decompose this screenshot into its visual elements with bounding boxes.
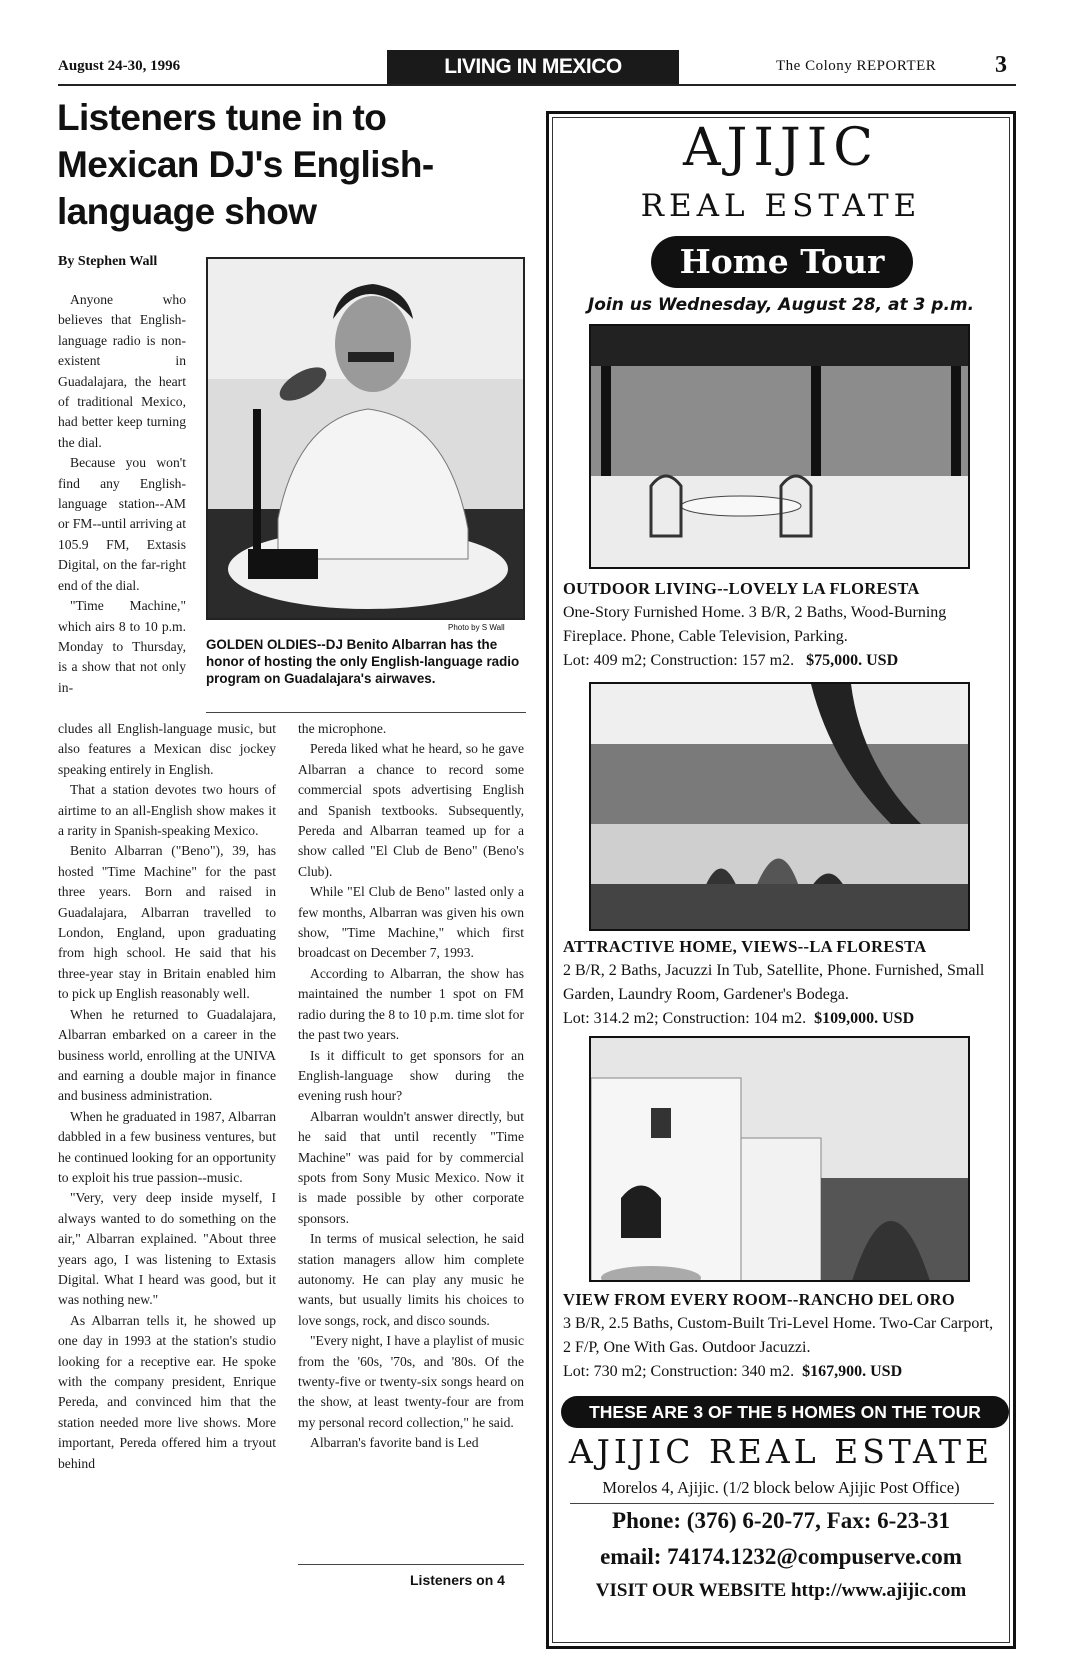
paragraph: When he graduated in 1987, Albarran dabbled in a few business ventures, but he continued looking for an opportunity to exploit his true passion--music. <box>58 1108 276 1185</box>
listing-lot-line <box>563 1007 1005 1031</box>
page-number: 3 <box>995 52 1007 78</box>
article-column-2 <box>298 719 524 1454</box>
paragraph: Is it difficult to get sponsors for an English-language show during the evening rush hour? <box>298 1047 524 1104</box>
ad-phone-fax: Phone: (376) 6-20-77, Fax: 6-23-31 <box>612 1508 950 1533</box>
paragraph: Albarran's favorite band is Led <box>310 1435 479 1451</box>
paragraph: As Albarran tells it, he showed up one day in 1993 at the station's studio looking for a receptive ear. He spoke with the company president, Enrique Pereda, and convinced him that the station needed more live shows. More important, Pereda offered him a tryout behind <box>58 1312 276 1471</box>
dj-photo <box>206 257 525 620</box>
ad-email: email: 74174.1232@compuserve.com <box>600 1544 962 1569</box>
paragraph: While "El Club de Beno" lasted only a few months, Albarran was given his own show, "Time Machine," which first broadcast on December 7, 1993. <box>298 884 524 961</box>
header-rule <box>58 84 1016 86</box>
listing-2-photo <box>589 682 970 931</box>
paragraph: Pereda liked what he heard, so he gave Albarran a chance to record some commercial spots advertising English and Spanish textbooks. Subsequently, Pereda and Albarran teamed up for a show called "El Club de Beno" (Beno's Club). <box>298 741 524 879</box>
article-headline: Listeners tune in to Mexican DJ's English-language show <box>57 97 434 232</box>
issue-date: August 24-30, 1996 <box>58 58 181 74</box>
patio-image <box>591 326 970 569</box>
ad-logo-ajijic: AJIJIC <box>682 118 880 178</box>
home-tour-badge: Home Tour <box>651 236 913 288</box>
paragraph: According to Albarran, the show has maintained the number 1 spot on FM radio during the 8 to 10 p.m. time slot for the past two years. <box>298 965 524 1043</box>
paragraph: Anyone who believes that English-language radio is non-existent in Guadalajara, the heart of traditional Mexico, had better keep turning the dial. <box>58 292 186 450</box>
paragraph: Benito Albarran ("Beno"), 39, has hosted "Time Machine" for the past three years. Born and raised in Guadalajara, Albarran travelled to London, England, upon graduating from high school. He said that his three-year stay in Britain enabled him to pick up English reasonably well. <box>58 843 276 1002</box>
article-column-1 <box>58 719 276 1474</box>
ad-divider <box>570 1503 994 1504</box>
listing-title: VIEW FROM EVERY ROOM--RANCHO DEL ORO <box>563 1290 956 1309</box>
continued-rule <box>298 1564 524 1565</box>
section-banner: LIVING IN MEXICO <box>387 50 679 84</box>
paragraph: Albarran wouldn't answer directly, but he said that until recently "Time Machine" was paid for by commercial spots from Sony Music Mexico. Now it is made possible by other corporate sponsors. <box>298 1108 524 1226</box>
listing-price: $167,900. USD <box>802 1363 903 1380</box>
garden-image <box>591 684 970 931</box>
listing-description: 2 B/R, 2 Baths, Jacuzzi In Tub, Satellite, Phone. Furnished, Small Garden, Laundry Room, Gardener's Bodega. <box>563 962 985 1003</box>
listing-1-photo <box>589 324 970 569</box>
listing-title: ATTRACTIVE HOME, VIEWS--LA FLORESTA <box>563 937 927 956</box>
listing-lot: Lot: 730 m2; Construction: 340 m2. <box>563 1363 795 1380</box>
paragraph: cludes all English-language music, but also features a Mexican disc jockey speaking entirely in English. <box>58 721 276 777</box>
listing-1 <box>563 577 1005 673</box>
dj-photo-image <box>208 259 525 620</box>
newspaper-name: The Colony REPORTER <box>776 58 937 74</box>
listing-title: OUTDOOR LIVING--LOVELY LA FLORESTA <box>563 579 920 598</box>
paragraph: "Every night, I have a playlist of music from the '60s, '70s, and '80s. Of the twenty-five or twenty-six songs heard on the show, at least twenty-four are from my personal record collection," he said. <box>298 1333 524 1430</box>
listing-description: 3 B/R, 2.5 Baths, Custom-Built Tri-Level Home. Two-Car Carport, 2 F/P, One With Gas. Outdoor Jacuzzi. <box>563 1315 994 1356</box>
photo-caption: GOLDEN OLDIES--DJ Benito Albarran has the honor of hosting the only English-language radio program on Guadalajara's airwaves. <box>206 637 520 686</box>
paragraph: In terms of musical selection, he said station managers allow him complete autonomy. He can play any music he wants, but usually limits his choices to love songs, rock, and disco sounds. <box>298 1231 524 1328</box>
paragraph: "Time Machine," which airs 8 to 10 p.m. Monday to Thursday, is a show that not only in- <box>58 598 186 695</box>
listing-description: One-Story Furnished Home. 3 B/R, 2 Baths, Wood-Burning Fireplace. Phone, Cable Television, Parking. <box>563 604 947 645</box>
listing-lot-line <box>563 1360 1005 1384</box>
caption-rule <box>206 712 526 713</box>
ad-website: VISIT OUR WEBSITE http://www.ajijic.com <box>595 1580 967 1601</box>
listing-2 <box>563 935 1005 1031</box>
tour-invitation: Join us Wednesday, August 28, at 3 p.m. <box>587 295 975 315</box>
listing-lot-line <box>563 649 1005 673</box>
listing-price: $109,000. USD <box>814 1010 915 1027</box>
listing-lot: Lot: 409 m2; Construction: 157 m2. <box>563 652 795 669</box>
ad-logo-real-estate: REAL ESTATE <box>640 188 922 224</box>
house-exterior-image <box>591 1038 970 1282</box>
paragraph: "Very, very deep inside myself, I always wanted to do something on the air," Albarran explained. "About three years ago, I was listening to Extasis Digital. What I heard was good, but it was nothing new." <box>58 1190 276 1308</box>
listing-3-photo <box>589 1036 970 1282</box>
listing-3 <box>563 1288 1005 1384</box>
article-intro-column <box>58 290 186 698</box>
paragraph: When he returned to Guadalajara, Albarran embarked on a career in the business world, enrolling at the UNIVA and earning a double major in finance and business administration. <box>58 1006 276 1104</box>
paragraph: Because you won't find any English-language station--AM or FM--until arriving at 105.9 FM, Extasis Digital, on the far-right end of the dial. <box>58 455 186 593</box>
photo-credit: Photo by S Wall <box>448 623 505 632</box>
continued-jump-line: Listeners on 4 <box>410 1572 505 1588</box>
paragraph: the microphone. <box>298 721 387 736</box>
listing-price: $75,000. USD <box>806 652 899 669</box>
listing-lot: Lot: 314.2 m2; Construction: 104 m2. <box>563 1010 807 1027</box>
ad-address: Morelos 4, Ajijic. (1/2 block below Ajijic Post Office) <box>602 1478 960 1497</box>
paragraph: That a station devotes two hours of airtime to an all-English show makes it a rarity in Spanish-speaking Mexico. <box>58 782 276 839</box>
tour-banner: THESE ARE 3 OF THE 5 HOMES ON THE TOUR <box>561 1396 1009 1428</box>
article-byline: By Stephen Wall <box>58 254 158 269</box>
ad-logo-footer: AJIJIC REAL ESTATE <box>568 1432 994 1471</box>
